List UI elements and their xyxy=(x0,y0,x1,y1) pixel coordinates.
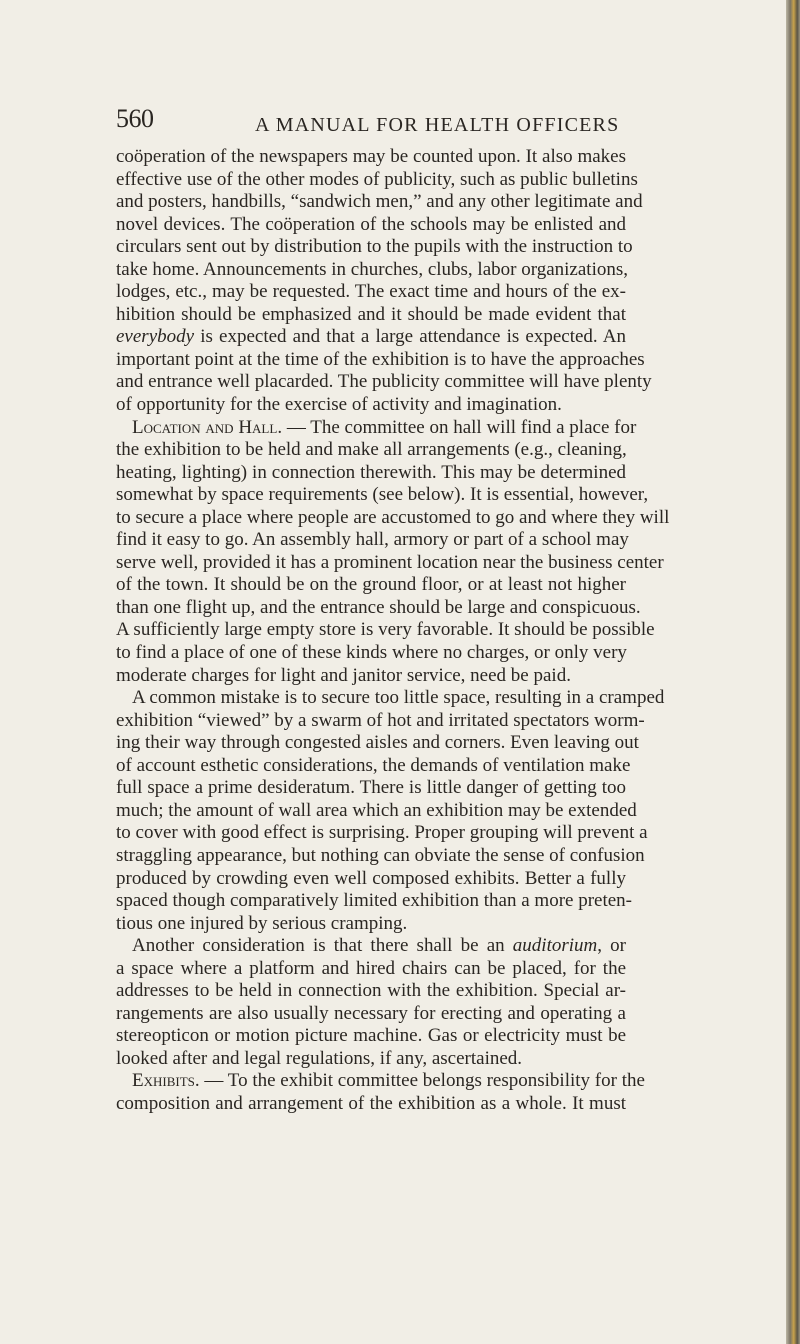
text-line: the exhibition to be held and make all arrangements (e.g., cleaning, xyxy=(116,439,627,461)
text-line-rest: , or xyxy=(597,935,626,957)
text-line: a space where a platform and hired chairs can be placed, for the xyxy=(116,957,626,979)
text-line: heating, lighting) in connection therewith. This may be determined xyxy=(116,461,626,483)
text-line: than one flight up, and the entrance should be large and conspicuous. xyxy=(116,596,641,618)
text-line xyxy=(116,1070,645,1093)
text-line: to cover with good effect is surprising. Proper grouping will prevent a xyxy=(116,822,648,844)
text-line: rangements are also usually necessary for erecting and operating a xyxy=(116,1002,626,1024)
text-line: important point at the time of the exhibition is to have the approaches xyxy=(116,348,645,370)
page-edge xyxy=(786,0,800,1344)
text-line xyxy=(116,416,637,440)
text-line: and posters, handbills, “sandwich men,” and any other legitimate and xyxy=(116,191,643,213)
section-heading-location-and-hall: Location and Hall. xyxy=(132,416,283,438)
text-line: take home. Announcements in churches, clubs, labor organizations, xyxy=(116,258,628,280)
text-line: composition and arrangement of the exhibition as a whole. It must xyxy=(116,1092,626,1114)
text-line: moderate charges for light and janitor service, need be paid. xyxy=(116,664,571,686)
text-line: to find a place of one of these kinds where no charges, or only very xyxy=(116,642,627,664)
page-header xyxy=(116,104,626,144)
text-line: somewhat by space requirements (see below). It is essential, however, xyxy=(116,484,649,506)
text-line: full space a prime desideratum. There is little danger of getting too xyxy=(116,777,626,799)
text-line: serve well, provided it has a prominent location near the business center xyxy=(116,551,664,573)
running-head: A MANUAL FOR HEALTH OFFICERS xyxy=(255,114,620,136)
text-line: stereopticon or motion picture machine. Gas or electricity must be xyxy=(116,1025,626,1047)
text-line: of the town. It should be on the ground floor, or at least not higher xyxy=(116,574,626,596)
page-number: 560 xyxy=(116,104,154,133)
text-line: tious one injured by serious cramping. xyxy=(116,912,408,934)
emphasis-everybody: everybody xyxy=(116,326,195,348)
body-text xyxy=(116,146,670,1116)
text-line-start: Another consideration is that there shall be an xyxy=(132,935,513,957)
text-line: and entrance well placarded. The publicity committee will have plenty xyxy=(116,371,652,393)
text-line-rest: — The committee on hall will find a place for xyxy=(282,416,637,438)
text-line: A common mistake is to secure too little space, resulting in a cramped xyxy=(132,687,665,709)
text-line: circulars sent out by distribution to the pupils with the instruction to xyxy=(116,236,633,258)
text-line: to secure a place where people are accustomed to go and where they will xyxy=(116,506,670,528)
emphasis-auditorium: auditorium xyxy=(512,935,598,957)
text-line: coöperation of the newspapers may be counted upon. It also makes xyxy=(116,146,626,167)
text-line: spaced though comparatively limited exhibition than a more preten- xyxy=(116,890,633,912)
text-line: A sufficiently large empty store is very favorable. It should be possible xyxy=(116,619,655,641)
text-line: effective use of the other modes of publicity, such as public bulletins xyxy=(116,168,638,190)
text-line xyxy=(116,326,626,349)
text-line: ing their way through congested aisles and corners. Even leaving out xyxy=(116,732,639,754)
text-line: much; the amount of wall area which an exhibition may be extended xyxy=(116,799,637,821)
section-heading-exhibits: Exhibits. xyxy=(132,1070,200,1092)
text-line xyxy=(116,935,626,958)
text-line: exhibition “viewed” by a swarm of hot and irritated spectators worm- xyxy=(116,709,645,731)
text-line: looked after and legal regulations, if any, ascertained. xyxy=(116,1047,523,1069)
text-line: of opportunity for the exercise of activity and imagination. xyxy=(116,394,562,416)
text-line: of account esthetic considerations, the demands of ventilation make xyxy=(116,754,631,776)
text-line: produced by crowding even well composed exhibits. Better a fully xyxy=(116,867,626,889)
text-line: lodges, etc., may be requested. The exact time and hours of the ex- xyxy=(116,281,626,303)
text-line: addresses to be held in connection with the exhibition. Special ar- xyxy=(116,980,626,1002)
text-line-rest: — To the exhibit committee belongs responsibility for the xyxy=(199,1070,645,1092)
text-line: hibition should be emphasized and it should be made evident that xyxy=(116,303,626,325)
text-line: find it easy to go. An assembly hall, armory or part of a school may xyxy=(116,529,629,551)
text-line: straggling appearance, but nothing can obviate the sense of confusion xyxy=(116,844,645,866)
text-line-rest: is expected and that a large attendance is expected. An xyxy=(194,326,626,348)
text-line: novel devices. The coöperation of the schools may be enlisted and xyxy=(116,213,626,235)
